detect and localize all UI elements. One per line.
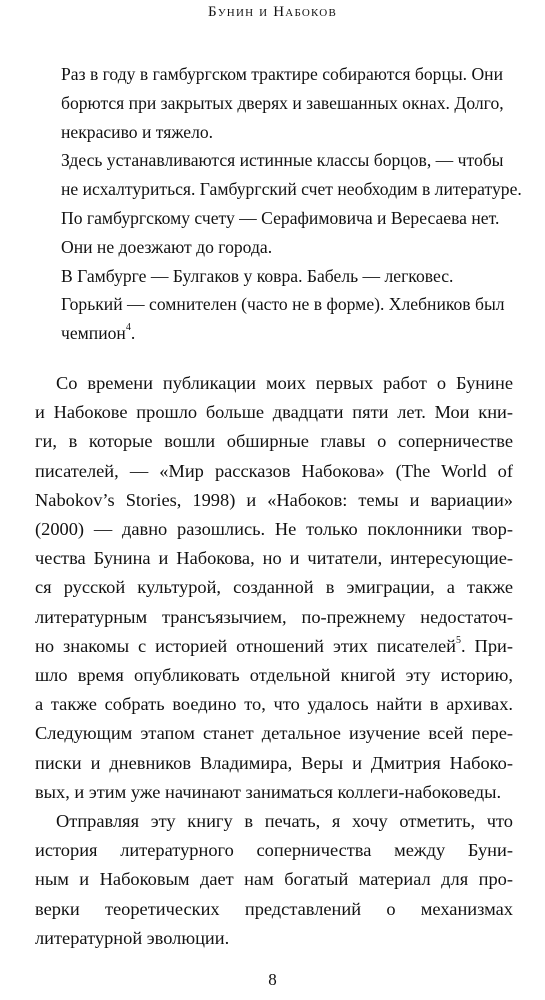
paragraph-line: писателей, — «Мир рассказов Набокова» (The World of xyxy=(35,460,513,481)
paragraph-text: но знакомы с историей отношений этих писателей xyxy=(35,635,457,656)
paragraph-line: (2000) — давно разошлись. Не только поклонники твор- xyxy=(35,519,513,540)
running-head: Бунин и Набоков xyxy=(208,4,337,20)
paragraph-line: ги, в которые вошли обширные главы о соперничестве xyxy=(35,431,513,452)
epigraph-line: По гамбургскому счету — Серафимовича и Вересаева нет. xyxy=(61,207,500,228)
paragraph-line: литературным трансъязычием, по-прежнему недостаточ- xyxy=(35,606,513,627)
epigraph-line: Горький — сомнителен (часто не в форме). Хлебников был xyxy=(61,294,505,315)
paragraph-line: Следующим этапом станет детальное изучение всей пере- xyxy=(35,723,513,744)
paragraph-line: и Набокове прошло больше двадцати пяти лет. Мои кни- xyxy=(35,402,513,423)
epigraph-line: Раз в году в гамбургском трактире собираются борцы. Они xyxy=(61,64,504,84)
epigraph-line: некрасиво и тяжело. xyxy=(61,121,214,142)
page-number: 8 xyxy=(268,970,277,989)
paragraph-line: ным и Набоковым дает нам богатый материал для про- xyxy=(35,869,513,890)
paragraph-line: Отправляя эту книгу в печать, я хочу отметить, что xyxy=(56,811,513,832)
epigraph-text: . xyxy=(130,323,136,344)
paragraph-line: а также собрать воедино то, что удалось найти в архивах. xyxy=(35,694,513,715)
paragraph-line: Со времени публикации моих первых работ о Бунине xyxy=(56,373,513,393)
paragraph-line: чества Бунина и Набокова, но и читатели, интересующие- xyxy=(35,548,513,569)
paragraph-line: писки и дневников Владимира, Веры и Дмитрия Набоко- xyxy=(35,752,513,773)
paragraph-line: Nabokov’s Stories, 1998) и «Набоков: темы и вариации» xyxy=(35,489,513,510)
paragraph-line-with-footnote xyxy=(35,632,513,661)
epigraph-line: борются при закрытых дверях и завешанных окнах. Долго, xyxy=(61,92,504,113)
epigraph-text: чемпион xyxy=(61,323,126,344)
paragraph-line: верки теоретических представлений о механизмах xyxy=(35,898,513,919)
paragraph-line: шло время опубликовать отдельной книгой эту историю, xyxy=(35,665,513,686)
paragraph-line: вых, и этим уже начинают заниматься коллеги-набоковеды. xyxy=(35,781,502,802)
paragraph-line: история литературного соперничества между Буни- xyxy=(35,840,513,861)
epigraph-line: Здесь устанавливаются истинные классы борцов, — чтобы xyxy=(61,150,504,171)
paragraph-text: . При- xyxy=(461,635,514,656)
body-text xyxy=(35,369,513,953)
epigraph-line: В Гамбурге — Булгаков у ковра. Бабель — легковес. xyxy=(61,265,454,286)
footnote-ref-4[interactable]: 4 xyxy=(125,322,131,334)
footnote-ref-5[interactable]: 5 xyxy=(456,634,462,646)
epigraph-quote xyxy=(61,60,522,348)
epigraph-line: не исхалтуриться. Гамбургский счет необходим в литературе. xyxy=(61,179,522,200)
paragraph-line: литературной эволюции. xyxy=(35,927,230,948)
paragraph-line: ся русской культурой, созданной в эмиграции, а также xyxy=(35,577,513,598)
epigraph-line-last xyxy=(61,319,491,348)
epigraph-line: Они не доезжают до города. xyxy=(61,236,273,257)
